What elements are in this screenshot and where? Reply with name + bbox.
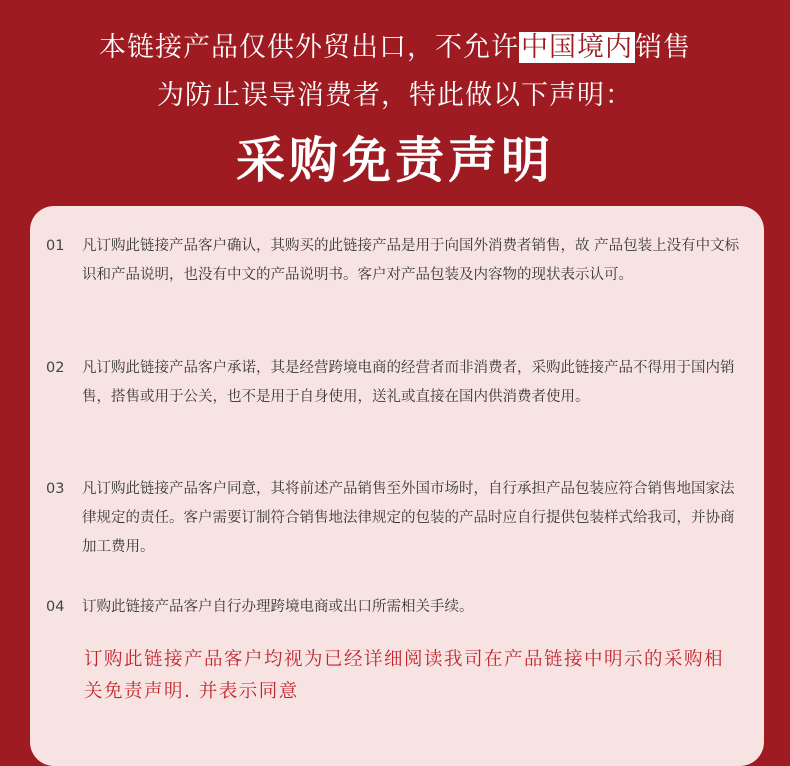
clause-text: 凡订购此链接产品客户同意，其将前述产品销售至外国市场时，自行承担产品包装应符合销售地国家法律规定的责任。客户需要订制符合销售地法律规定的包装的产品时应自行提供包装样式给我司，并协商加工费用。 <box>82 481 735 555</box>
consent-notice: 订购此链接产品客户均视为已经详细阅读我司在产品链接中明示的采购相关免责声明. 并表示同意 <box>84 649 725 702</box>
clause-number: 01 <box>46 238 65 254</box>
clause-text: 订购此链接产品客户自行办理跨境电商或出口所需相关手续。 <box>82 599 474 615</box>
clause-number: 04 <box>46 599 65 615</box>
header-line-1-end: 销售 <box>635 32 691 63</box>
clause-text: 凡订购此链接产品客户确认，其购买的此链接产品是用于向国外消费者销售，故 产品包装上没有中文标识和产品说明，也没有中文的产品说明书。客户对产品包装及内容物的现状表示认可。 <box>82 238 740 283</box>
header-line-1-start: 本链接产品仅供外贸出口，不允许 <box>99 32 519 63</box>
clause-04 <box>46 593 746 622</box>
header-line-2: 为防止误导消费者，特此做以下声明： <box>157 80 633 111</box>
clause-number: 03 <box>46 481 65 497</box>
page-title: 采购免责声明 <box>235 132 554 189</box>
header-line-1 <box>0 30 790 66</box>
clause-number: 02 <box>46 360 65 376</box>
clause-text: 凡订购此链接产品客户承诺，其是经营跨境电商的经营者而非消费者，采购此链接产品不得用于国内销售，搭售或用于公关，也不是用于自身使用，送礼或直接在国内供消费者使用。 <box>82 360 735 405</box>
clause-03 <box>46 475 746 562</box>
clause-02 <box>46 354 746 412</box>
highlight-china-domestic: 中国境内 <box>521 32 633 63</box>
clause-01 <box>46 232 746 290</box>
